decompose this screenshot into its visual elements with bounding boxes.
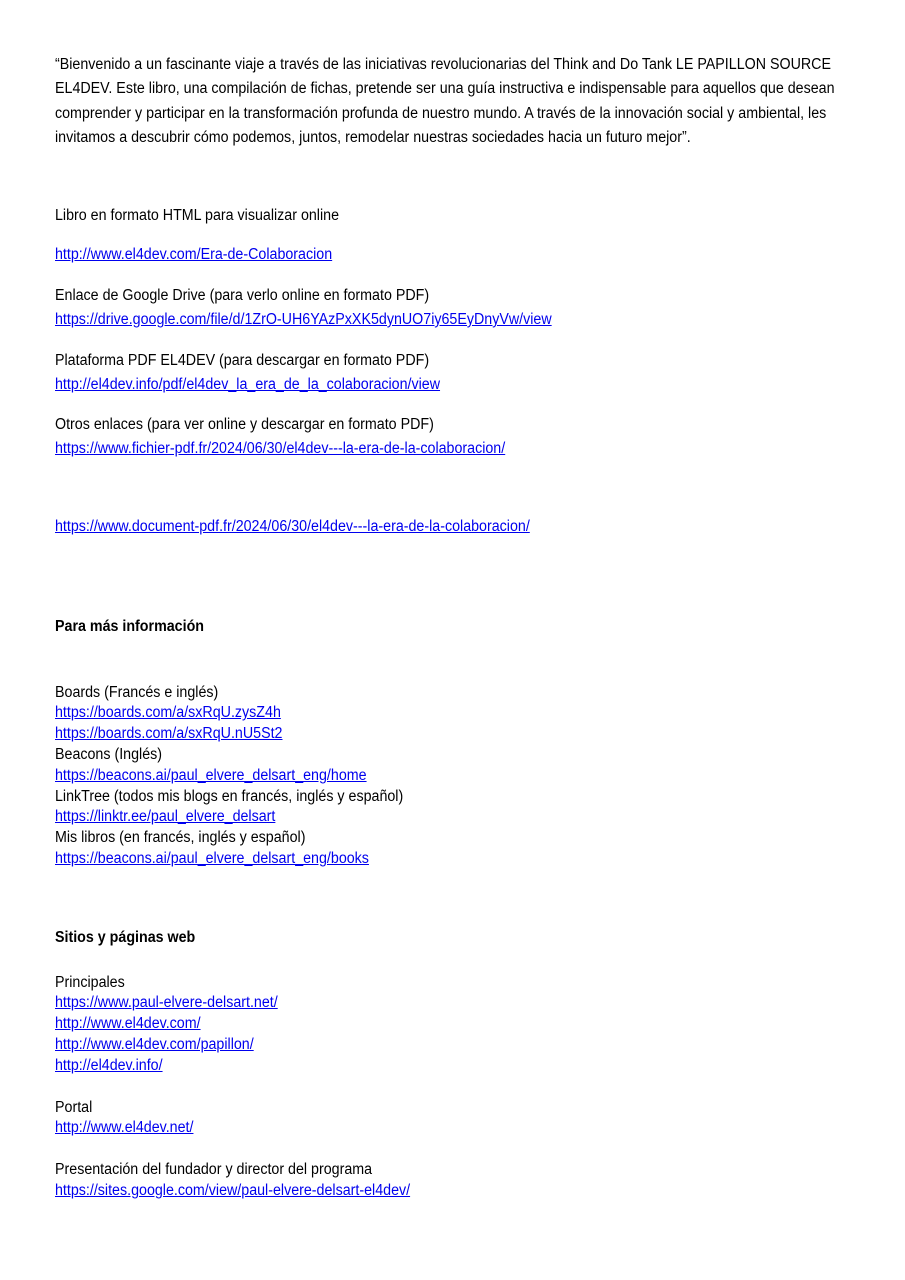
other-links-label: Otros enlaces (para ver online y descargar en formato PDF) <box>55 416 434 434</box>
boards-link-2[interactable]: https://boards.com/a/sxRqU.nU5St2 <box>55 725 283 743</box>
portal-link[interactable]: http://www.el4dev.net/ <box>55 1119 194 1137</box>
boards-label: Boards (Francés e inglés) <box>55 683 219 701</box>
drive-link[interactable]: https://drive.google.com/file/d/1ZrO-UH6YAzPxXK5dynUO7iy65EyDnyVw/view <box>55 311 552 329</box>
intro-paragraph: “Bienvenido a un fascinante viaje a través de las iniciativas revolucionarias del Think and Do Tank LE PAPILLON SOURCE EL4DEV. Este libro, una compilación de fichas, pretende ser una guía instructiva e indispensable para aquellos que desean comprender y participar en la transformación profunda de nuestro mundo. A través de la innovación social y ambiental, les invitamos a descubrir cómo podemos, juntos, remodelar nuestras sociedades hacia un futuro mejor”. <box>55 56 835 147</box>
spacer <box>55 151 791 206</box>
main-site-link-4[interactable]: http://el4dev.info/ <box>55 1056 163 1074</box>
main-sites-label: Principales <box>55 973 125 991</box>
html-book-label: Libro en formato HTML para visualizar online <box>55 206 340 224</box>
document-page <box>55 53 835 1202</box>
main-site-link-3[interactable]: http://www.el4dev.com/papillon/ <box>55 1035 254 1053</box>
beacons-label: Beacons (Inglés) <box>55 745 163 763</box>
books-label: Mis libros (en francés, inglés y español) <box>55 829 306 847</box>
linktree-link[interactable]: https://linktr.ee/paul_elvere_delsart <box>55 808 276 826</box>
html-book-link[interactable]: http://www.el4dev.com/Era-de-Colaboracion <box>55 246 333 264</box>
websites-heading: Sitios y páginas web <box>55 928 196 946</box>
fichier-pdf-link[interactable]: https://www.fichier-pdf.fr/2024/06/30/el4dev---la-era-de-la-colaboracion/ <box>55 440 506 458</box>
beacons-home-link[interactable]: https://beacons.ai/paul_elvere_delsart_eng/home <box>55 766 367 784</box>
founder-label: Presentación del fundador y director del programa <box>55 1161 373 1179</box>
main-site-link-2[interactable]: http://www.el4dev.com/ <box>55 1015 201 1033</box>
boards-link-1[interactable]: https://boards.com/a/sxRqU.zysZ4h <box>55 704 281 722</box>
document-pdf-link[interactable]: https://www.document-pdf.fr/2024/06/30/el4dev---la-era-de-la-colaboracion/ <box>55 518 530 535</box>
founder-link[interactable]: https://sites.google.com/view/paul-elvere-delsart-el4dev/ <box>55 1181 411 1199</box>
main-site-link-1[interactable]: https://www.paul-elvere-delsart.net/ <box>55 994 278 1012</box>
drive-label: Enlace de Google Drive (para verlo online en formato PDF) <box>55 287 430 305</box>
books-link[interactable]: https://beacons.ai/paul_elvere_delsart_eng/books <box>55 849 369 867</box>
portal-label: Portal <box>55 1098 93 1116</box>
pdf-platform-link[interactable]: http://el4dev.info/pdf/el4dev_la_era_de_la_colaboracion/view <box>55 375 441 393</box>
more-info-heading: Para más información <box>55 617 204 635</box>
linktree-label: LinkTree (todos mis blogs en francés, inglés y español) <box>55 787 404 805</box>
pdf-platform-label: Plataforma PDF EL4DEV (para descargar en formato PDF) <box>55 351 430 369</box>
